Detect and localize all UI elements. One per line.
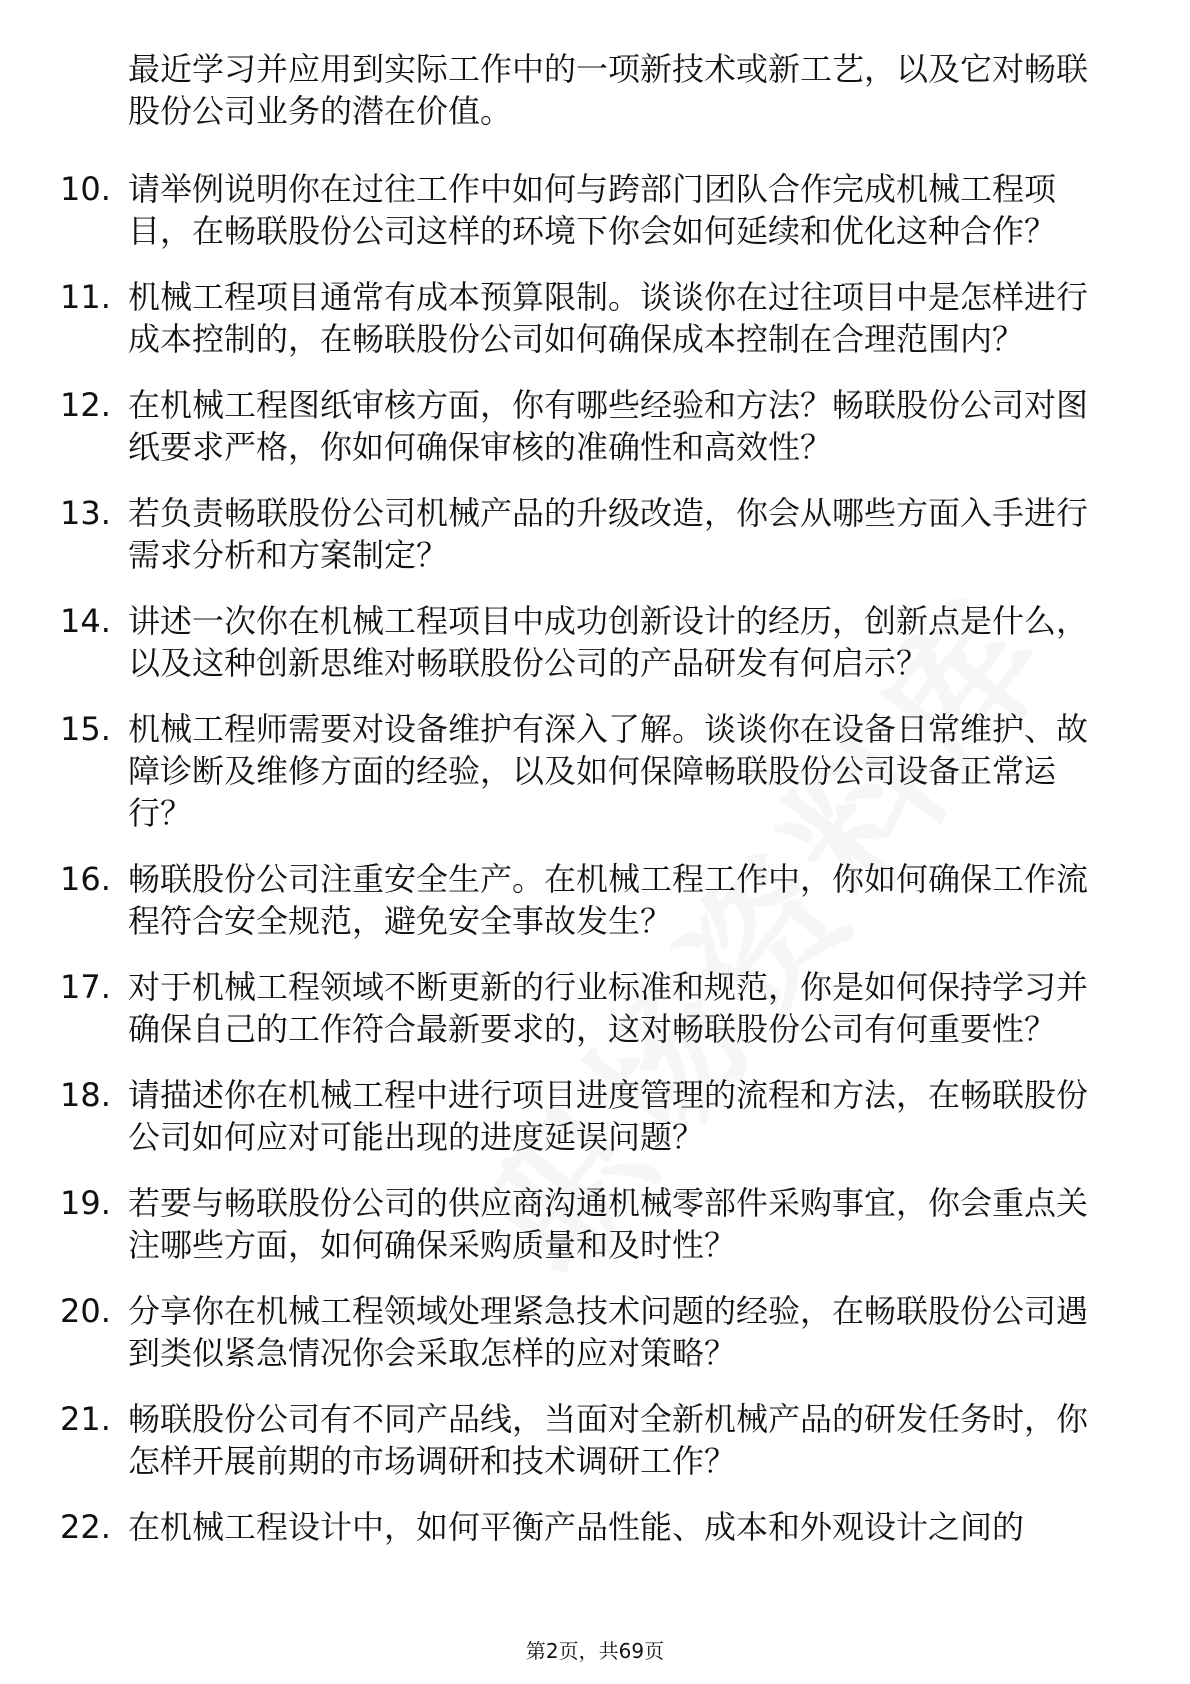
question-item	[0, 708, 1190, 834]
question-number: 15.	[60, 710, 111, 748]
question-number: 12.	[60, 386, 111, 424]
question-text: 在机械工程图纸审核方面，你有哪些经验和方法？畅联股份公司对图纸要求严格，你如何确保审核的准确性和高效性？	[128, 386, 1089, 466]
question-item	[0, 492, 1190, 576]
question-number: 14.	[60, 602, 111, 640]
question-text: 请举例说明你在过往工作中如何与跨部门团队合作完成机械工程项目，在畅联股份公司这样的环境下你会如何延续和优化这种合作？	[128, 170, 1057, 250]
question-item	[0, 1182, 1190, 1266]
question-text: 分享你在机械工程领域处理紧急技术问题的经验，在畅联股份公司遇到类似紧急情况你会采取怎样的应对策略？	[128, 1292, 1089, 1372]
question-number: 20.	[60, 1292, 111, 1330]
question-text: 畅联股份公司有不同产品线，当面对全新机械产品的研发任务时，你怎样开展前期的市场调研和技术调研工作？	[128, 1400, 1089, 1480]
question-number: 21.	[60, 1400, 111, 1438]
question-number: 22.	[60, 1508, 111, 1546]
page-footer: 第2页，共69页	[525, 1639, 665, 1663]
question-text: 在机械工程设计中，如何平衡产品性能、成本和外观设计之间的	[128, 1508, 1025, 1546]
question-text: 请描述你在机械工程中进行项目进度管理的流程和方法，在畅联股份公司如何应对可能出现的进度延误问题？	[128, 1076, 1089, 1156]
question-number: 17.	[60, 968, 111, 1006]
question-item	[0, 276, 1190, 360]
question-number: 13.	[60, 494, 111, 532]
question-item	[0, 858, 1190, 942]
question-number: 19.	[60, 1184, 111, 1222]
question-text: 若负责畅联股份公司机械产品的升级改造，你会从哪些方面入手进行需求分析和方案制定？	[128, 494, 1089, 574]
question-number: 10.	[60, 170, 111, 208]
question-item	[0, 1506, 1190, 1548]
question-number: 16.	[60, 860, 111, 898]
question-continuation: 最近学习并应用到实际工作中的一项新技术或新工艺，以及它对畅联股份公司业务的潜在价值。	[128, 50, 1089, 130]
question-text: 讲述一次你在机械工程项目中成功创新设计的经历，创新点是什么，以及这种创新思维对畅联股份公司的产品研发有何启示？	[128, 602, 1089, 682]
question-item	[0, 1398, 1190, 1482]
question-text: 对于机械工程领域不断更新的行业标准和规范，你是如何保持学习并确保自己的工作符合最新要求的，这对畅联股份公司有何重要性？	[128, 968, 1089, 1048]
question-number: 11.	[60, 278, 111, 316]
question-item	[0, 384, 1190, 468]
question-item	[0, 1290, 1190, 1374]
question-item	[0, 966, 1190, 1050]
question-item	[0, 1074, 1190, 1158]
question-list	[0, 168, 1190, 1572]
question-text: 畅联股份公司注重安全生产。在机械工程工作中，你如何确保工作流程符合安全规范，避免安全事故发生？	[128, 860, 1089, 940]
question-number: 18.	[60, 1076, 111, 1114]
question-item	[0, 600, 1190, 684]
question-text: 机械工程师需要对设备维护有深入了解。谈谈你在设备日常维护、故障诊断及维修方面的经验，以及如何保障畅联股份公司设备正常运行？	[128, 710, 1089, 832]
question-item	[0, 168, 1190, 252]
question-text: 机械工程项目通常有成本预算限制。谈谈你在过往项目中是怎样进行成本控制的，在畅联股份公司如何确保成本控制在合理范围内？	[128, 278, 1089, 358]
question-text: 若要与畅联股份公司的供应商沟通机械零部件采购事宜，你会重点关注哪些方面，如何确保采购质量和及时性？	[128, 1184, 1089, 1264]
